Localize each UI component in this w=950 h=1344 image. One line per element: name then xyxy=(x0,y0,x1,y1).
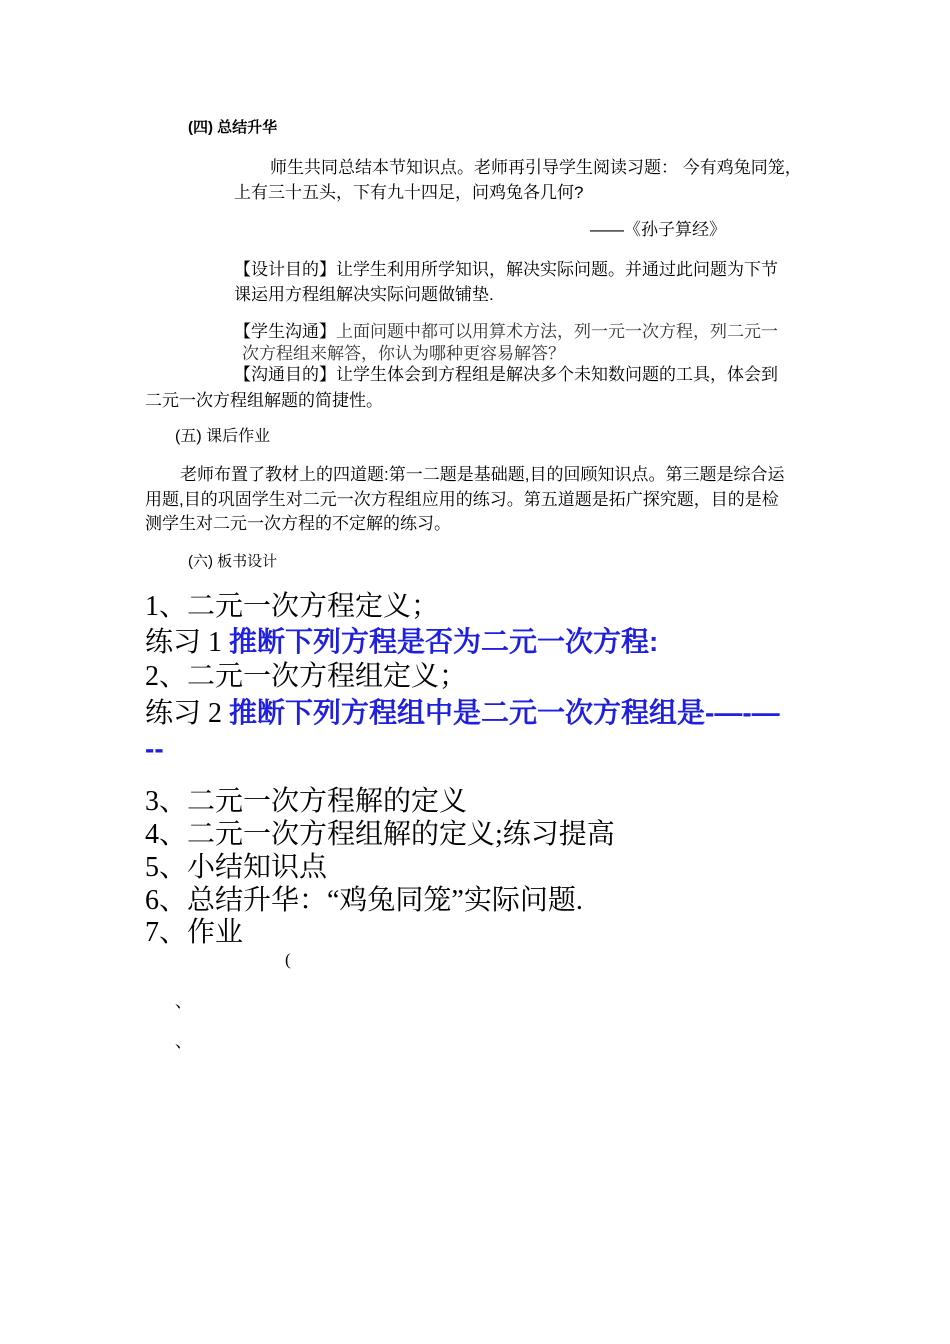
board-item-1: 1、二元一次方程定义； xyxy=(145,591,440,622)
section4-paragraph-line1: 师生共同总结本节知识点。老师再引导学生阅读习题： 今有鸡兔同笼， xyxy=(270,158,802,177)
student-communication-text: 上面问题中都可以用算术方法，列一元一次方程，列二元一 xyxy=(336,322,778,341)
board-exercise-2 xyxy=(145,696,780,731)
exercise-1-text: 推断下列方程是否为二元一次方程: xyxy=(229,626,659,657)
board-item-7: 7、作业 xyxy=(145,917,244,948)
section4-heading: (四) 总结升华 xyxy=(188,119,278,136)
section4-paragraph-line2: 上有三十五头，下有九十四足，问鸡兔各几何? xyxy=(234,183,584,202)
stray-mark-2: 、 xyxy=(175,1032,192,1051)
student-communication-tag: 【学生沟通】 xyxy=(234,322,336,341)
communication-purpose-line1 xyxy=(234,363,778,387)
stray-mark-1: 、 xyxy=(175,992,192,1011)
communication-purpose-text: 让学生体会到方程组是解决多个未知数问题的工具，体会到 xyxy=(336,365,778,384)
section6-heading: (六) 板书设计 xyxy=(188,553,278,570)
board-item-6: 6、总结升华：“鸡兔同笼”实际问题. xyxy=(145,885,583,916)
exercise-2-prefix: 练习 2 xyxy=(145,698,230,729)
section5-line2: 用题,目的巩固学生对二元一次方程组应用的练习。第五道题是拓广探究题，目的是检 xyxy=(145,490,779,509)
board-exercise-2-continuation: -- xyxy=(145,733,164,764)
board-item-5: 5、小结知识点 xyxy=(145,852,328,883)
section5-line1: 老师布置了教材上的四道题:第一二题是基础题,目的回顾知识点。第三题是综合运 xyxy=(180,465,785,484)
student-communication-line2: 次方程组来解答，你认为哪种更容易解答？ xyxy=(242,344,565,363)
section5-line3: 测学生对二元一次方程的不定解的练习。 xyxy=(145,514,451,533)
design-purpose-text: 让学生利用所学知识，解决实际问题。并通过此问题为下节 xyxy=(336,260,778,279)
source-citation: ——《孙子算经》 xyxy=(590,220,726,239)
board-item-2: 2、二元一次方程组定义； xyxy=(145,661,468,692)
communication-purpose-line2: 二元一次方程组解题的简捷性。 xyxy=(145,391,383,410)
student-communication-line1 xyxy=(234,320,778,344)
design-purpose-tag: 【设计目的】 xyxy=(234,260,336,279)
stray-parenthesis: ( xyxy=(285,950,291,969)
exercise-1-prefix: 练习 1 xyxy=(145,627,230,658)
design-purpose-line2: 课运用方程组解决实际问题做铺垫. xyxy=(234,285,494,304)
exercise-2-text: 推断下列方程组中是二元一次方程组是-—-— xyxy=(229,697,780,728)
board-exercise-1 xyxy=(145,625,658,660)
board-item-3: 3、二元一次方程解的定义 xyxy=(145,786,468,817)
design-purpose-line1 xyxy=(234,258,778,282)
communication-purpose-tag: 【沟通目的】 xyxy=(234,365,336,384)
board-item-4: 4、二元一次方程组解的定义;练习提高 xyxy=(145,819,615,850)
section5-heading: (五) 课后作业 xyxy=(175,428,271,445)
